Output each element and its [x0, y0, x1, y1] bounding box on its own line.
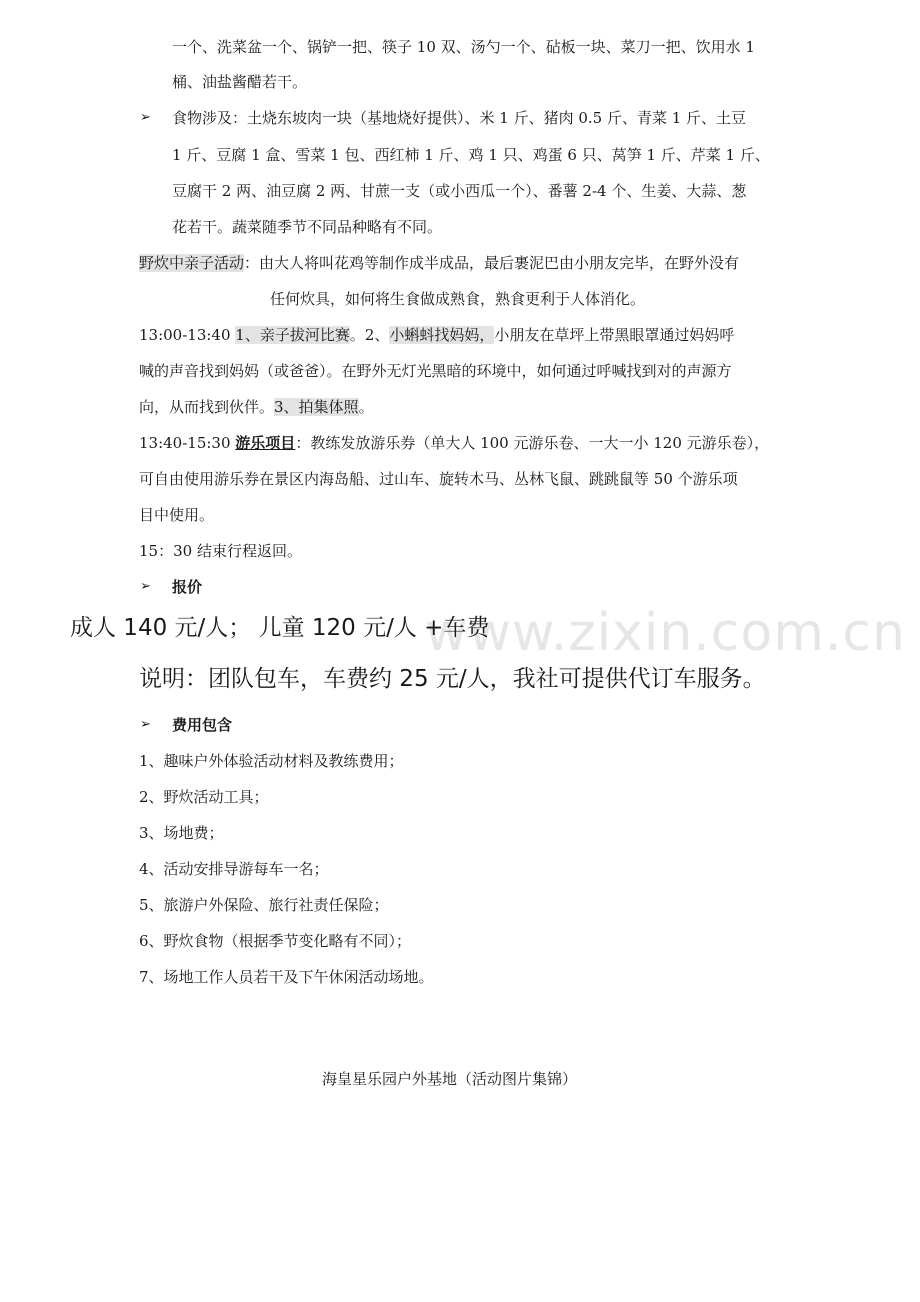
- includes-item: 1、趣味户外体验活动材料及教练费用；: [139, 752, 404, 770]
- arrow-bullet-icon: ➢: [140, 579, 151, 594]
- family-text-3-pre: 向，从而找到伙伴。: [139, 398, 275, 416]
- includes-heading: 费用包含: [172, 716, 233, 734]
- amusement-text-1: ：教练发放游乐券（单大人 100 元游乐卷、一大一小 120 元游乐卷），: [295, 434, 770, 452]
- amusement-line-2: 可自由使用游乐券在景区内海岛船、过山车、旋转木马、丛林飞鼠、跳跳鼠等 50 个游乐项: [139, 470, 738, 488]
- game-group-photo: 3、拍集体照: [274, 398, 359, 416]
- price-line: 成人 140 元/人； 儿童 120 元/人 +车费: [70, 615, 490, 641]
- picnic-label: 野炊中亲子活动: [139, 254, 245, 272]
- amusement-line-1: [139, 433, 769, 453]
- food-line-3: 豆腐干 2 两、油豆腐 2 两、甘蔗一支（或小西瓜一个）、番薯 2-4 个、生姜、大蒜、葱: [172, 182, 747, 200]
- food-line-2: 1 斤、豆腐 1 盒、雪菜 1 包、西红柿 1 斤、鸡 1 只、鸡蛋 6 只、莴笋 1 斤、芹菜 1 斤、: [172, 146, 770, 164]
- family-line-3: [139, 397, 374, 417]
- includes-item: 4、活动安排导游每车一名；: [139, 860, 329, 878]
- picnic-line-1: [139, 253, 739, 273]
- amusement-time: 13:40-15:30: [139, 434, 236, 452]
- picnic-text-1: ：由大人将叫花鸡等制作成半成品，最后裹泥巴由小朋友完毕，在野外没有: [244, 254, 740, 272]
- game-tug-of-war: 1、亲子拔河比赛: [235, 326, 350, 344]
- watermark-text: www.zixin.com.cn: [425, 603, 906, 663]
- picnic-line-2: 任何炊具，如何将生食做成熟食，熟食更利于人体消化。: [270, 290, 646, 308]
- tools-line-1: 一个、洗菜盆一个、锅铲一把、筷子 10 双、汤勺一个、砧板一块、菜刀一把、饮用水 1: [172, 38, 755, 56]
- amusement-label: 游乐项目: [235, 434, 296, 452]
- gallery-caption: 海皇星乐园户外基地（活动图片集锦）: [322, 1070, 578, 1088]
- family-time: 13:00-13:40: [139, 326, 236, 344]
- family-text-3-post: 。: [358, 398, 374, 416]
- game-tadpole: 小蝌蚪找妈妈，: [389, 326, 495, 344]
- includes-item: 3、场地费；: [139, 824, 224, 842]
- price-note: 说明：团队包车，车费约 25 元/人，我社可提供代订车服务。: [139, 666, 766, 692]
- amusement-line-3: 目中使用。: [139, 506, 215, 524]
- price-heading: 报价: [172, 578, 203, 596]
- food-line-1: 食物涉及：土烧东坡肉一块（基地烧好提供）、米 1 斤、猪肉 0.5 斤、青菜 1 斤、土豆: [172, 109, 747, 127]
- end-line: 15：30 结束行程返回。: [139, 542, 302, 560]
- tools-line-2: 桶、油盐酱醋若干。: [172, 73, 308, 91]
- includes-item: 7、场地工作人员若干及下午休闲活动场地。: [139, 968, 434, 986]
- family-line-1: [139, 325, 734, 345]
- arrow-bullet-icon: ➢: [140, 717, 151, 732]
- includes-item: 5、旅游户外保险、旅行社责任保险；: [139, 896, 389, 914]
- arrow-bullet-icon: ➢: [140, 110, 151, 125]
- family-sep: 。2、: [349, 326, 390, 344]
- food-line-4: 花若干。蔬菜随季节不同品种略有不同。: [172, 218, 443, 236]
- includes-item: 2、野炊活动工具；: [139, 788, 269, 806]
- family-line-2: 喊的声音找到妈妈（或爸爸）。在野外无灯光黑暗的环境中，如何通过呼喊找到对的声源方: [139, 362, 732, 380]
- family-text-1: 小朋友在草坪上带黑眼罩通过妈妈呼: [494, 326, 735, 344]
- includes-item: 6、野炊食物（根据季节变化略有不同）；: [139, 932, 412, 950]
